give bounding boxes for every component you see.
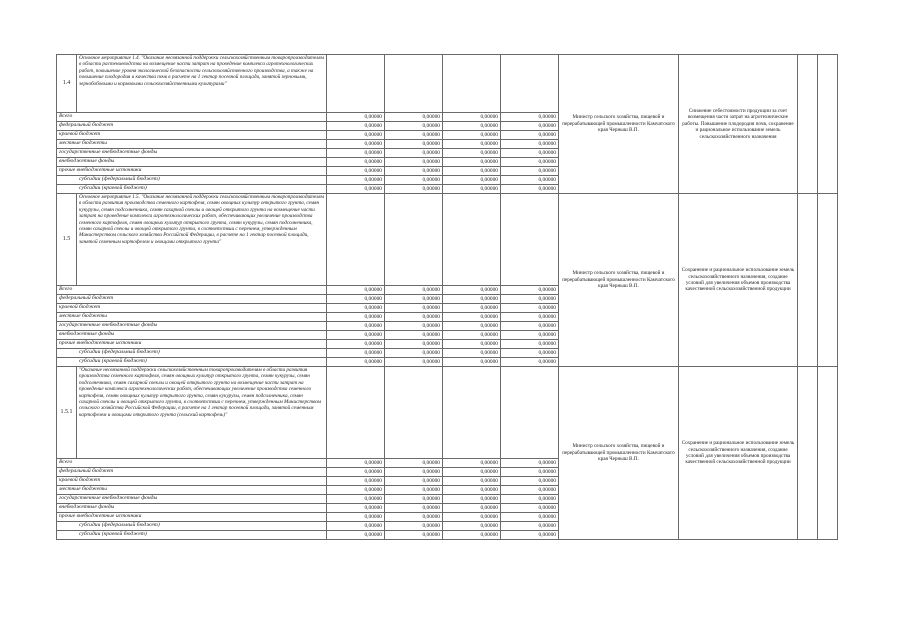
amount-cell: 0,00000: [443, 495, 501, 504]
amount-cell: 0,00000: [501, 131, 559, 140]
amount-cell: 0,00000: [327, 295, 385, 304]
amount-cell: 0,00000: [501, 149, 559, 158]
funding-source-label: местные бюджеты: [57, 313, 327, 322]
amount-cell: 0,00000: [443, 477, 501, 486]
table-row: [57, 55, 838, 113]
amount-cell: 0,00000: [501, 176, 559, 185]
amount-cell: 0,00000: [385, 513, 443, 522]
amount-cell: 0,00000: [327, 286, 385, 295]
amount-cell: 0,00000: [443, 504, 501, 513]
amount-cell: 0,00000: [443, 313, 501, 322]
amount-cell: 0,00000: [327, 131, 385, 140]
amount-cell: 0,00000: [327, 322, 385, 331]
amount-cell: [385, 194, 443, 286]
amount-cell: 0,00000: [501, 468, 559, 477]
funding-source-label: субсидии (федеральный бюджет): [57, 176, 327, 185]
funding-source-label: прочие внебюджетные источники: [57, 167, 327, 176]
amount-cell: 0,00000: [327, 158, 385, 167]
measure-description: Основное мероприятие 1.5. "Оказание несвязанной поддержки сельскохозяйственным товаропроизводителям в области развития производства семенного картофеля, семян овощных культур открытого грунта, семян кукурузы, семян подсолнечника, семян сахарной свеклы и овощей открытого грунта на возмещение части затрат на проведение комплекса агротехнологических работ, обеспечивающих увеличение производства семенного картофеля, семян овощных культур открытого грунта, семян кукурузы, семян подсолнечника, семян сахарной свеклы и овощей открытого грунта, в соответствии с перечнем, утвержденным Министерством сельского хозяйства Российской Федерации, в расчете на 1 гектар посевной площади, занятой семенным картофелем и овощами открытого грунта": [77, 194, 327, 286]
amount-cell: 0,00000: [443, 167, 501, 176]
amount-cell: 0,00000: [385, 358, 443, 367]
amount-cell: 0,00000: [443, 149, 501, 158]
funding-source-label: краевой бюджет: [57, 304, 327, 313]
measure-description: Основное мероприятие 1.4. "Оказание несвязанной поддержки сельскохозяйственным товаропроизводителям в области растениеводства на возмещение части затрат на проведение комплекса агротехнологических работ, повышение уровня экологической безопасности сельскохозяйственного производства, а также на повышение плодородия и качества почв в расчете на 1 гектар посевной площади, занятой зерновыми, зернобобовыми и кормовыми сельскохозяйственными культурами": [77, 55, 327, 113]
amount-cell: 0,00000: [443, 322, 501, 331]
amount-cell: 0,00000: [385, 331, 443, 340]
measure-number: 1.4: [57, 55, 77, 113]
amount-cell: 0,00000: [385, 340, 443, 349]
amount-cell: 0,00000: [501, 158, 559, 167]
amount-cell: 0,00000: [443, 486, 501, 495]
funding-source-label: субсидии (федеральный бюджет): [57, 349, 327, 358]
amount-cell: 0,00000: [501, 340, 559, 349]
amount-cell: [443, 194, 501, 286]
amount-cell: 0,00000: [501, 313, 559, 322]
program-table: [56, 54, 838, 540]
amount-cell: 0,00000: [327, 140, 385, 149]
amount-cell: 0,00000: [501, 477, 559, 486]
amount-cell: 0,00000: [443, 340, 501, 349]
amount-cell: 0,00000: [501, 113, 559, 122]
amount-cell: 0,00000: [385, 295, 443, 304]
amount-cell: 0,00000: [501, 531, 559, 540]
amount-cell: 0,00000: [443, 331, 501, 340]
amount-cell: 0,00000: [327, 122, 385, 131]
measure-description: "Оказание несвязанной поддержки сельскохозяйственным товаропроизводителям в области развития производства семенного картофеля, семян овощных культур открытого грунта, семян кукурузы, семян подсолнечника, семян сахарной свеклы и овощей открытого грунта на возмещение части затрат на проведение комплекса агротехнологических работ, обеспечивающих увеличение производства семенного картофеля, семян овощных культур открытого грунта, семян кукурузы, семян подсолнечника, семян сахарной свеклы и овощей открытого грунта, в соответствии с перечнем, утвержденным Министерством сельского хозяйства Российской Федерации, в расчете на 1 гектар посевной площади, занятой семенным картофелем и овощами открытого грунта (сельский картофель)": [77, 367, 327, 459]
amount-cell: 0,00000: [501, 522, 559, 531]
amount-cell: [501, 194, 559, 286]
extra-cell: [798, 194, 818, 367]
amount-cell: [501, 367, 559, 459]
measure-number: 1.5.1: [57, 367, 77, 459]
funding-source-label: краевой бюджет: [57, 131, 327, 140]
amount-cell: 0,00000: [327, 477, 385, 486]
amount-cell: 0,00000: [443, 131, 501, 140]
amount-cell: 0,00000: [385, 167, 443, 176]
amount-cell: 0,00000: [327, 149, 385, 158]
amount-cell: [501, 55, 559, 113]
amount-cell: 0,00000: [327, 522, 385, 531]
funding-source-label: федеральный бюджет: [57, 122, 327, 131]
funding-source-label: субсидии (краевой бюджет): [57, 358, 327, 367]
amount-cell: 0,00000: [501, 295, 559, 304]
amount-cell: 0,00000: [501, 513, 559, 522]
amount-cell: [327, 55, 385, 113]
funding-source-label: местные бюджеты: [57, 140, 327, 149]
amount-cell: 0,00000: [443, 358, 501, 367]
amount-cell: 0,00000: [385, 286, 443, 295]
amount-cell: 0,00000: [443, 176, 501, 185]
expected-result: Снижение себестоимости продукции за счет возмещения части затрат на агротехнические работы. Повышение плодородия почв, сохранение и рациональное использование земель сельскохозяйственного назначения: [679, 55, 798, 194]
amount-cell: 0,00000: [385, 486, 443, 495]
amount-cell: 0,00000: [385, 522, 443, 531]
amount-cell: [327, 194, 385, 286]
amount-cell: 0,00000: [443, 349, 501, 358]
amount-cell: 0,00000: [385, 477, 443, 486]
table-row: [57, 194, 838, 286]
funding-source-label: местные бюджеты: [57, 486, 327, 495]
amount-cell: 0,00000: [443, 158, 501, 167]
amount-cell: 0,00000: [443, 140, 501, 149]
amount-cell: 0,00000: [385, 131, 443, 140]
amount-cell: 0,00000: [327, 504, 385, 513]
funding-source-label: краевой бюджет: [57, 477, 327, 486]
amount-cell: 0,00000: [501, 349, 559, 358]
expected-result: Сохранение и рациональное использование земель сельскохозяйственного назначения, создание условий для увеличения объемов производства качественной сельскохозяйственной продукции: [679, 367, 798, 540]
amount-cell: 0,00000: [385, 322, 443, 331]
amount-cell: 0,00000: [327, 167, 385, 176]
amount-cell: [385, 367, 443, 459]
amount-cell: 0,00000: [327, 531, 385, 540]
amount-cell: 0,00000: [501, 331, 559, 340]
amount-cell: 0,00000: [385, 459, 443, 468]
funding-source-label: прочие внебюджетные источники: [57, 513, 327, 522]
amount-cell: 0,00000: [501, 495, 559, 504]
funding-source-label: внебюджетные фонды: [57, 158, 327, 167]
amount-cell: 0,00000: [327, 113, 385, 122]
amount-cell: 0,00000: [385, 468, 443, 477]
amount-cell: 0,00000: [385, 122, 443, 131]
amount-cell: 0,00000: [327, 304, 385, 313]
amount-cell: 0,00000: [385, 185, 443, 194]
amount-cell: 0,00000: [327, 358, 385, 367]
amount-cell: 0,00000: [443, 113, 501, 122]
funding-source-label: Всего: [57, 113, 327, 122]
funding-source-label: Всего: [57, 459, 327, 468]
amount-cell: 0,00000: [501, 322, 559, 331]
amount-cell: 0,00000: [385, 158, 443, 167]
amount-cell: 0,00000: [443, 185, 501, 194]
amount-cell: 0,00000: [501, 140, 559, 149]
amount-cell: 0,00000: [443, 122, 501, 131]
amount-cell: 0,00000: [385, 504, 443, 513]
amount-cell: 0,00000: [385, 349, 443, 358]
amount-cell: 0,00000: [327, 468, 385, 477]
amount-cell: 0,00000: [327, 495, 385, 504]
funding-source-label: субсидии (краевой бюджет): [57, 531, 327, 540]
amount-cell: 0,00000: [385, 113, 443, 122]
amount-cell: 0,00000: [443, 513, 501, 522]
amount-cell: 0,00000: [327, 349, 385, 358]
amount-cell: 0,00000: [443, 468, 501, 477]
extra-cell: [818, 55, 838, 194]
amount-cell: 0,00000: [327, 513, 385, 522]
expected-result: Сохранение и рациональное использование земель сельскохозяйственного назначения, создание условий для увеличения объемов производства качественной сельскохозяйственной продукции: [679, 194, 798, 367]
responsible-executor: Министр сельского хозяйства, пищевой и перерабатывающей промышленности Камчатского края Черныш В.П.: [559, 194, 679, 367]
funding-source-label: прочие внебюджетные источники: [57, 340, 327, 349]
amount-cell: 0,00000: [385, 140, 443, 149]
amount-cell: 0,00000: [443, 286, 501, 295]
amount-cell: [385, 55, 443, 113]
amount-cell: 0,00000: [385, 304, 443, 313]
funding-source-label: внебюджетные фонды: [57, 331, 327, 340]
amount-cell: 0,00000: [385, 313, 443, 322]
funding-source-label: субсидии (краевой бюджет): [57, 185, 327, 194]
funding-source-label: субсидии (федеральный бюджет): [57, 522, 327, 531]
amount-cell: 0,00000: [443, 295, 501, 304]
funding-source-label: внебюджетные фонды: [57, 504, 327, 513]
amount-cell: 0,00000: [327, 340, 385, 349]
amount-cell: 0,00000: [443, 531, 501, 540]
amount-cell: [443, 367, 501, 459]
amount-cell: 0,00000: [501, 122, 559, 131]
table-body: [57, 55, 838, 540]
extra-cell: [818, 367, 838, 540]
amount-cell: 0,00000: [385, 531, 443, 540]
amount-cell: 0,00000: [327, 313, 385, 322]
amount-cell: 0,00000: [501, 358, 559, 367]
amount-cell: [327, 367, 385, 459]
funding-source-label: федеральный бюджет: [57, 295, 327, 304]
amount-cell: 0,00000: [443, 304, 501, 313]
amount-cell: 0,00000: [385, 495, 443, 504]
responsible-executor: Министр сельского хозяйства, пищевой и перерабатывающей промышленности Камчатского края Черныш В.П.: [559, 367, 679, 540]
amount-cell: 0,00000: [327, 486, 385, 495]
measure-number: 1.5: [57, 194, 77, 286]
amount-cell: 0,00000: [327, 185, 385, 194]
amount-cell: [443, 55, 501, 113]
amount-cell: 0,00000: [501, 459, 559, 468]
funding-source-label: государственные внебюджетные фонды: [57, 149, 327, 158]
amount-cell: 0,00000: [501, 286, 559, 295]
funding-source-label: государственные внебюджетные фонды: [57, 322, 327, 331]
amount-cell: 0,00000: [443, 522, 501, 531]
funding-source-label: федеральный бюджет: [57, 468, 327, 477]
amount-cell: 0,00000: [385, 176, 443, 185]
amount-cell: 0,00000: [327, 331, 385, 340]
amount-cell: 0,00000: [501, 185, 559, 194]
funding-source-label: государственные внебюджетные фонды: [57, 495, 327, 504]
amount-cell: 0,00000: [327, 176, 385, 185]
extra-cell: [798, 55, 818, 194]
amount-cell: 0,00000: [501, 486, 559, 495]
extra-cell: [818, 194, 838, 367]
amount-cell: 0,00000: [385, 149, 443, 158]
amount-cell: 0,00000: [501, 167, 559, 176]
amount-cell: 0,00000: [501, 304, 559, 313]
amount-cell: 0,00000: [501, 504, 559, 513]
table-row: [57, 367, 838, 459]
amount-cell: 0,00000: [443, 459, 501, 468]
extra-cell: [798, 367, 818, 540]
funding-source-label: Всего: [57, 286, 327, 295]
responsible-executor: Министр сельского хозяйства, пищевой и перерабатывающей промышленности Камчатского края Черныш В.П.: [559, 55, 679, 194]
amount-cell: 0,00000: [327, 459, 385, 468]
